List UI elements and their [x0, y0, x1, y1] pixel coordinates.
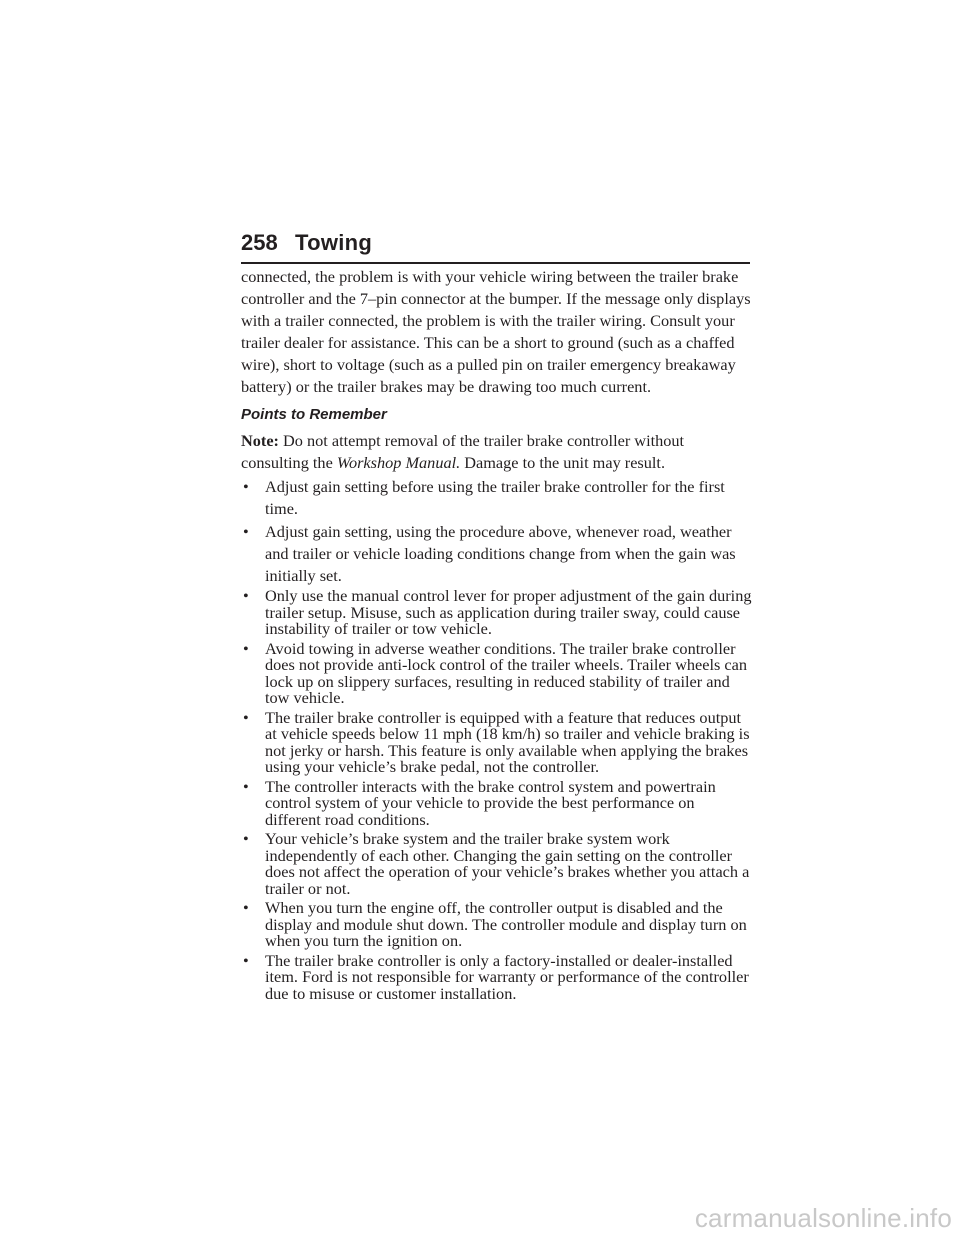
workshop-manual-reference: Workshop Manual. — [336, 453, 461, 472]
list-item-text: Your vehicle’s brake system and the trailer brake system work independently of each other. Changing the gain setting on the controller does not affect the operation of your vehicle’s brakes whether you attach a trailer or not. — [265, 829, 750, 898]
note-label: Note: — [241, 431, 279, 450]
page-header — [241, 228, 750, 264]
bullet-icon: • — [243, 586, 249, 605]
note-paragraph — [241, 430, 753, 474]
list-item — [241, 900, 753, 950]
bullet-icon: • — [243, 776, 249, 796]
list-item-text: Only use the manual control lever for proper adjustment of the gain during trailer setup. Misuse, such as application during trailer sway, could cause instability of trailer or tow vehicle. — [265, 586, 752, 638]
note-text-before: Do not attempt removal of the trailer brake controller without consulting the — [241, 431, 685, 472]
list-item-text: The trailer brake controller is equipped with a feature that reduces output at vehicle speeds below 11 mph (18 km/h) so trailer and vehicle braking is not jerky or harsh. This feature is only available when applying the brakes using your vehicle’s brake pedal, not the controller. — [265, 707, 750, 776]
bullet-icon: • — [243, 829, 249, 848]
site-watermark: carmanualsonline.info — [694, 1203, 952, 1233]
list-item — [241, 588, 753, 638]
list-item — [241, 638, 753, 707]
list-item-text: Adjust gain setting before using the trailer brake controller for the first time. — [265, 477, 725, 518]
list-item-text: The controller interacts with the brake control system and powertrain control system of your vehicle to provide the best performance on different road conditions. — [265, 776, 716, 829]
bullet-icon: • — [243, 898, 249, 917]
list-item — [241, 950, 753, 1003]
list-item — [241, 707, 753, 776]
section-title: Towing — [295, 230, 373, 255]
list-item — [241, 776, 753, 829]
list-item — [241, 521, 753, 587]
bullet-icon: • — [243, 477, 249, 496]
bullet-icon: • — [243, 950, 249, 970]
page-number: 258 — [241, 230, 278, 255]
list-item — [241, 831, 753, 897]
list-item-text: When you turn the engine off, the controller output is disabled and the display and module shut down. The controller module and display turn on when you turn the ignition on. — [265, 898, 747, 950]
page-content — [241, 266, 753, 1005]
list-item-text: Adjust gain setting, using the procedure above, whenever road, weather and trailer or vehicle loading conditions change from when the gain was initially set. — [265, 522, 736, 585]
bullet-icon: • — [243, 638, 249, 658]
bullet-icon: • — [243, 707, 249, 727]
note-text-after: Damage to the unit may result. — [460, 453, 666, 472]
list-item-text: The trailer brake controller is only a factory-installed or dealer-installed item. Ford is not responsible for warranty or performance of the controller due to misuse or customer installation. — [265, 950, 749, 1003]
list-item-text: Avoid towing in adverse weather conditions. The trailer brake controller does not provide anti-lock control of the trailer wheels. Trailer wheels can lock up on slippery surfaces, resulting in reduced stability of trailer and tow vehicle. — [265, 638, 747, 707]
subheading-points-to-remember: Points to Remember — [241, 406, 387, 423]
list-item — [241, 476, 753, 520]
points-list — [241, 476, 753, 1002]
intro-paragraph: connected, the problem is with your vehicle wiring between the trailer brake controller and the 7–pin connector at the bumper. If the message only displays with a trailer connected, the problem is with the trailer wiring. Consult your trailer dealer for assistance. This can be a short to ground (such as a chaffed wire), short to voltage (such as a pulled pin on trailer emergency breakaway battery) or the trailer brakes may be drawing too much current. — [241, 267, 751, 396]
bullet-icon: • — [243, 522, 249, 541]
